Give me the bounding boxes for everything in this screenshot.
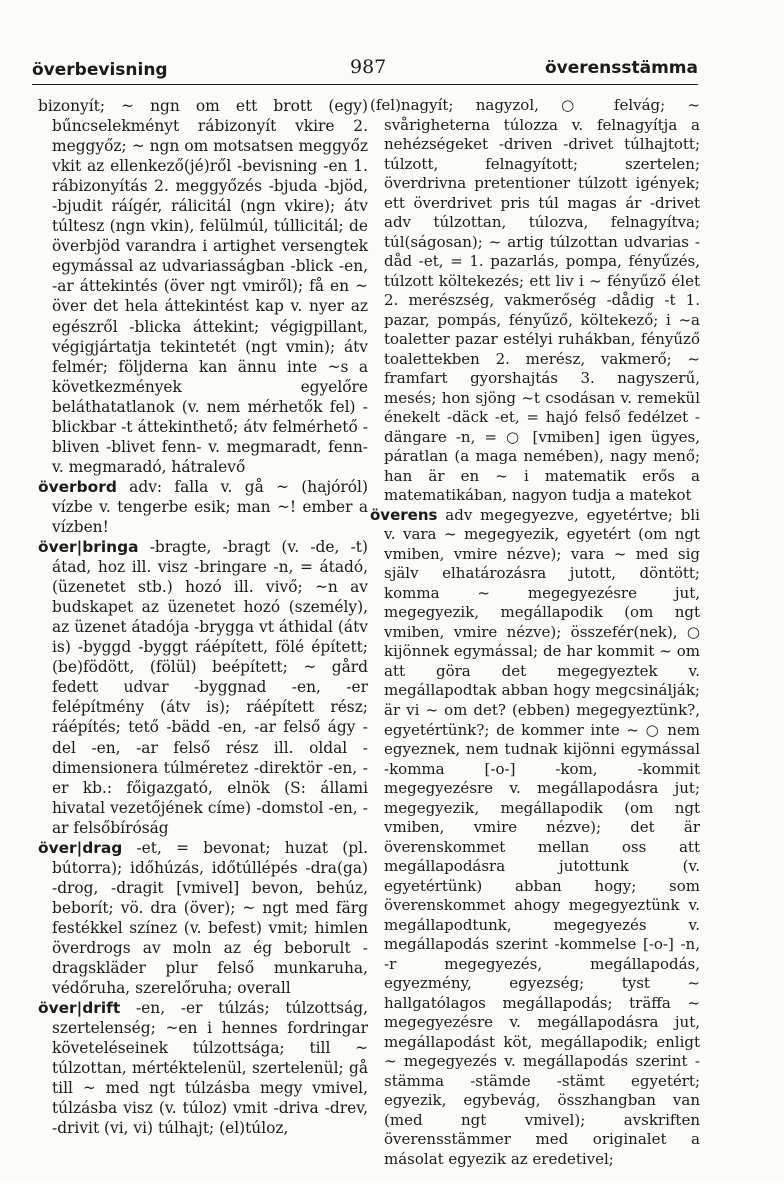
dictionary-entry: [370, 506, 700, 1170]
right-running-head: överensstämma: [544, 58, 698, 78]
entry-headword: över|drag: [38, 838, 123, 857]
entry-text: bizonyít; ~ ngn om ett brott (egy) bűncselekményt rábizonyít vkire 2. meggyőz; ~ ngn om motsatsen meggyőz vkit az ellenkező(jé)ről -bevisning -en 1. rábizonyítás 2. meggyőzés -bjuda -bjöd, -bjudit ráígér, rálicitál (ngn vkire); átv túltesz (ngn vkin), felülmúl, túllicitál; de överbjöd varandra i artighet versengtek egymással az udvariasságban -blick -en, -ar áttekintés (över ngt vmiről); få en ~ över det hela áttekintést kap v. nyer az egészről -blicka áttekint; végigpillant, végigjártatja tekintetét (ngt vmin); átv felmér; följderna kan ännu inte ~s a következmények egyelőre beláthatatlanok (v. nem mérhetők fel) -blickbar -t áttekinthető; átv felmérhető -bliven -blivet fenn- v. megmaradt, fenn- v. megmaradó, hátralevő: [38, 97, 368, 476]
right-column: [370, 96, 700, 1169]
entry-text: adv: falla v. gå ~ (hajóról) vízbe v. tengerbe esik; man ~! ember a vízben!: [52, 477, 368, 536]
dictionary-entry: [38, 96, 368, 477]
dictionary-entry: [38, 998, 368, 1138]
dictionary-entry: [38, 838, 368, 998]
header-rule: [32, 84, 698, 85]
dictionary-entry: [38, 477, 368, 537]
dictionary-entry: [38, 537, 368, 838]
entry-text: -en, -er túlzás; túlzottság, szertelenség; ~en i hennes fordringar követeléseinek túlzottsága; till ~ túlzottan, mértéktelenül, szertelenül; gå till ~ med ngt túlzásba megy vmivel, túlzásba visz (v. túloz) vmit -driva -drev, -drivit (vi, vi) túlhajt; (el)túloz,: [52, 999, 368, 1138]
entry-text: (fel)nagyít; nagyzol, ○ felvág; ~ svårigheterna túlozza v. felnagyítja a nehézségeket -driven -drivet túlhajtott; túlzott, felnagyított; szertelen; överdrivna pretentioner túlzott igények; ett överdrivet pris túl magas ár -drivet adv túlzottan, túlozva, felnagyítva; túl(ságosan); ~ artig túlzottan udvarias -dåd -et, = 1. pazarlás, pompa, fényűzés, túlzott költekezés; ett liv i ~ fényűző élet 2. merészség, vakmerőség -dådig -t 1. pazar, pompás, fényűző, költekező; i ~a toaletter pazar estélyi ruhákban, fényűző toalettekben 2. merész, vakmerő; ~ framfart gyorshajtás 3. nagyszerű, mesés; hon sjöng ~t csodásan v. remekül énekelt -däck -et, = hajó felső fedélzet -dängare -n, = ○ [vmiben] igen ügyes, páratlan (a maga nemében), nagy menő; han är en ~ i matematik erős a matematikában, nagyon tudja a matekot: [370, 96, 700, 505]
dictionary-entry: [370, 96, 700, 506]
entry-text: adv megegyezve, egyetértve; bli v. vara ~ megegyezik, egyetért (om ngt vmiben, vmire nézve); vara ~ med sig själv elhatározásra jutott, döntött; komma ~ megegyezésre jut, megegyezik, megállapodik (om ngt vmiben, vmire nézve); összefér(nek), ○ kijönnek egymással; de har kommit ~ om att göra det megegyeztek v. megállapodtak abban hogy megcsinálják; är vi ~ om det? (ebben) megegyeztünk?, egyetértünk?; de kommer inte ~ ○ nem egyeznek, nem tudnak kijönni egymással -komma [-o-] -kom, -kommit megegyezésre v. megállapodásra jut; megegyezik, megállapodik (om ngt vmiben, vmire nézve); det är överenskommet mellan oss att megállapodásra jutottunk (v. egyetértünk) abban hogy; som överenskommet ahogy megegyeztünk v. megállapodtunk, megegyezés v. megállapodás szerint -kommelse [-o-] -n, -r megegyezés, megállapodás, egyezmény, egyezség; tyst ~ hallgatólagos megállapodás; träffa ~ megegyezésre v. megállapodásra jut, megállapodást köt, megállapodik; enligt ~ megegyezés v. megállapodás szerint -stämma -stämde -stämt egyetért; egyezik, egybevág, összhangban van (med ngt vmivel); avskriften överensstämmer med originalet a másolat egyezik az eredetivel;: [384, 505, 700, 1168]
left-running-head: överbevisning: [32, 60, 168, 80]
page-number: 987: [350, 56, 387, 78]
left-column: [38, 96, 368, 1138]
entry-headword: överbord: [38, 477, 117, 496]
page-header: [32, 52, 698, 82]
entry-text: -et, = bevonat; huzat (pl. bútorra); időhúzás, időtúllépés -dra(ga) -drog, -dragit [vmivel] bevon, behúz, beborít; vö. dra (över); ~ ngt med färg festékkel színez (v. befest) vmit; himlen överdrogs av moln az ég beborult -dragskläder plur felső munkaruha, védőruha, szerelőruha; overall: [52, 838, 368, 998]
entry-headword: över|drift: [38, 999, 121, 1018]
entry-headword: över|bringa: [38, 538, 139, 557]
entry-text: -bragte, -bragt (v. -de, -t) átad, hoz ill. visz -bringare -n, = átadó, (üzenetet stb.) hozó ill. vivő; ~n av budskapet az üzenetet hozó (személy), az üzenet átadója -brygga vt áthidal (átv is) -byggd -byggt ráépített, fölé épített; (be)födött, (fölül) beépített; ~ gård fedett udvar -byggnad -en, -er felépítmény (átv is); ráépített rész; ráépítés; tető -bädd -en, -ar felső ágy -del -en, -ar felső rész ill. oldal -dimensionera túlméretez -direktör -en, -er kb.: főigazgató, elnök (S: állami hivatal vezetőjének címe) -domstol -en, -ar felsőbíróság: [52, 538, 368, 837]
entry-headword: överens: [370, 505, 438, 524]
